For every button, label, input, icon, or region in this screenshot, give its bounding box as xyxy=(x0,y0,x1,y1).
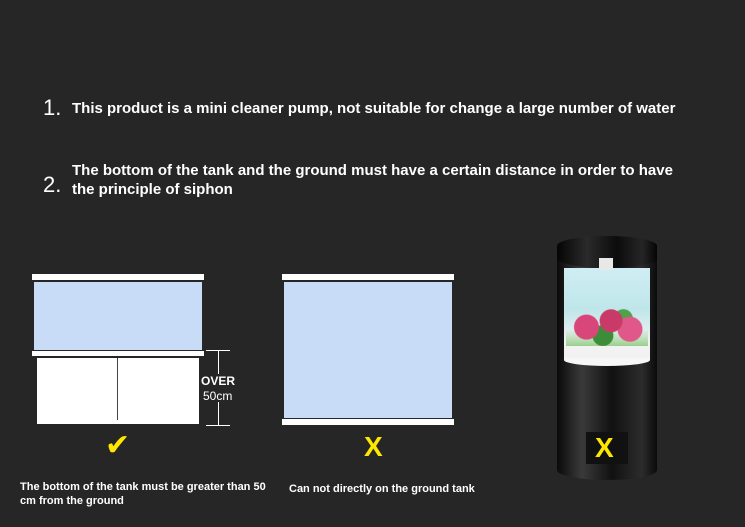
cross-icon: X xyxy=(364,431,383,462)
note-2-text: The bottom of the tank and the ground must have a certain distance in order to have the principle of siphon xyxy=(72,162,673,198)
height-label-line1: OVER xyxy=(201,374,236,388)
correct-example-caption: The bottom of the tank must be greater than 50 cm from the ground xyxy=(20,481,266,507)
aquarium-plants xyxy=(566,304,648,346)
tank-water xyxy=(284,282,452,418)
height-bracket xyxy=(206,350,236,426)
note-1-number: 1. xyxy=(43,95,62,120)
check-icon: ✔ xyxy=(105,428,131,463)
cabinet xyxy=(37,358,199,420)
tank-water xyxy=(34,282,202,350)
note-2-number: 2. xyxy=(43,172,62,197)
cross-icon: X xyxy=(595,432,614,463)
tank-on-cabinet-illustration xyxy=(32,274,204,426)
height-label-line2: 50cm xyxy=(203,389,233,403)
note-1-text: This product is a mini cleaner pump, not suitable for change a large number of water xyxy=(72,100,676,117)
wrong-example-caption: Can not directly on the ground tank xyxy=(289,483,475,495)
tank-on-ground-illustration xyxy=(282,274,454,426)
cylinder-aquarium-photo xyxy=(557,236,657,480)
